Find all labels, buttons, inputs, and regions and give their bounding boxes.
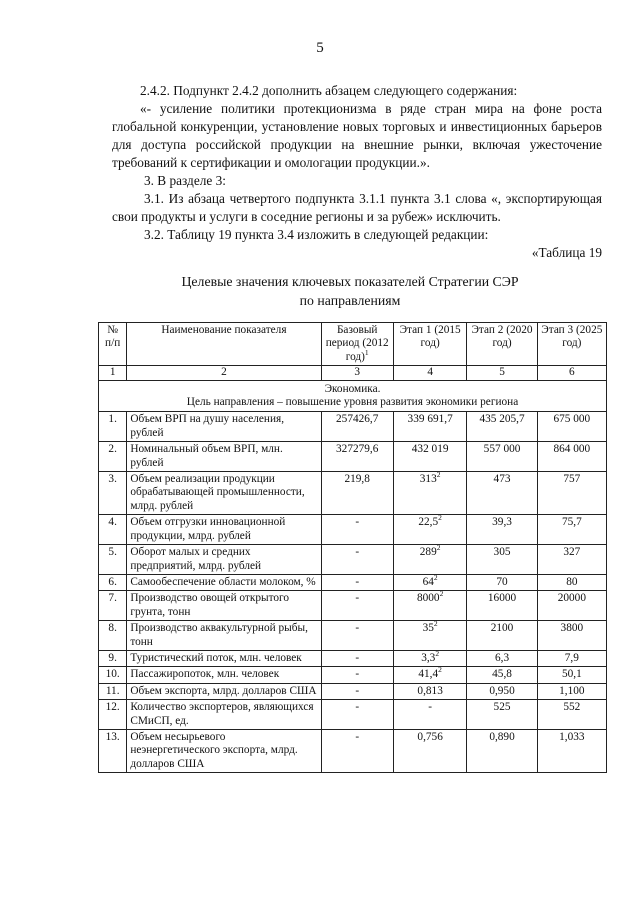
section-goal: Цель направления – повышение уровня развития экономики региона xyxy=(186,396,519,409)
row-stage-3-cell xyxy=(537,574,606,590)
row-name-cell xyxy=(127,442,321,472)
row-base-cell-text: - xyxy=(355,622,360,635)
row-stage-3-cell xyxy=(537,591,606,621)
row-name-cell xyxy=(127,591,321,621)
row-stage-2-cell xyxy=(467,650,537,666)
row-stage-3-cell-text: 7,9 xyxy=(564,651,579,664)
row-name-cell xyxy=(127,515,321,545)
row-stage-2-cell xyxy=(467,412,537,442)
row-number-cell-text: 1. xyxy=(108,413,117,426)
row-stage-2-cell xyxy=(467,700,537,730)
table-row xyxy=(99,650,607,666)
table-row xyxy=(99,515,607,545)
row-stage-3-cell-text: 75,7 xyxy=(561,516,582,529)
row-stage-1-cell xyxy=(393,574,466,590)
table-row xyxy=(99,574,607,590)
row-stage-3-cell-text: 552 xyxy=(563,701,581,714)
row-stage-2-cell-text: 2100 xyxy=(490,622,514,635)
table-row xyxy=(99,545,607,575)
row-name-cell-text: Производство овощей открытого грунта, тонн xyxy=(130,592,290,618)
row-stage-2-cell-text: 0,890 xyxy=(489,730,515,743)
row-stage-1-cell xyxy=(393,442,466,472)
row-stage-3-cell xyxy=(537,683,606,699)
row-number-cell-text: 9. xyxy=(108,651,117,664)
row-stage-2-cell-text: 473 xyxy=(493,473,511,486)
row-stage-3-cell xyxy=(537,621,606,651)
row-stage-2-cell xyxy=(467,472,537,515)
row-stage-2-cell-text: 557 000 xyxy=(483,443,521,456)
index-cell: 1 xyxy=(99,366,127,380)
row-stage-2-cell xyxy=(467,545,537,575)
index-cell: 5 xyxy=(467,366,537,380)
row-stage-2-cell xyxy=(467,683,537,699)
row-name-cell xyxy=(127,545,321,575)
row-stage-1-cell-text: 64 xyxy=(422,575,434,588)
row-name-cell xyxy=(127,574,321,590)
row-stage-1-cell xyxy=(393,700,466,730)
row-stage-1-cell-text: 0,756 xyxy=(417,730,443,743)
row-stage-1-cell-text: 22,5 xyxy=(418,516,439,529)
row-base-cell-text: - xyxy=(355,546,360,559)
row-name-cell-text: Количество экспортеров, являющихся СМиСП, ед. xyxy=(130,701,314,727)
row-number-cell xyxy=(99,412,127,442)
row-stage-2-cell-text: 305 xyxy=(493,546,511,559)
row-name-cell-text: Производство аквакультурной рыбы, тонн xyxy=(130,622,308,648)
row-stage-3-cell-text: 50,1 xyxy=(561,668,582,681)
paragraph-3-1: 3.1. Из абзаца четвертого подпункта 3.1.1 пункта 3.1 слова «, экспортирующая свои продукты и услуги в соседние регионы и за рубеж» исключить. xyxy=(112,191,602,224)
row-number-cell xyxy=(99,574,127,590)
footnote-marker: 2 xyxy=(435,649,440,659)
row-base-cell-text: 327279,6 xyxy=(336,443,379,456)
row-number-cell-text: 12. xyxy=(105,701,120,714)
row-stage-1-cell-text: 35 xyxy=(422,622,434,635)
row-base-cell-text: - xyxy=(355,592,360,605)
index-cell: 2 xyxy=(127,366,321,380)
row-stage-1-cell xyxy=(393,545,466,575)
row-stage-2-cell-text: 0,950 xyxy=(489,684,515,697)
header-name: Наименование показателя xyxy=(127,323,321,366)
table-row xyxy=(99,683,607,699)
row-number-cell-text: 3. xyxy=(108,473,117,486)
row-stage-1-cell-text: 432 019 xyxy=(411,443,449,456)
paragraph-3-2: 3.2. Таблицу 19 пункта 3.4 изложить в следующей редакции: xyxy=(144,227,489,242)
table-row xyxy=(99,700,607,730)
row-name-cell-text: Объем ВРП на душу населения, рублей xyxy=(130,413,285,439)
row-stage-1-cell xyxy=(393,472,466,515)
row-base-cell xyxy=(321,729,393,772)
index-cell: 4 xyxy=(393,366,466,380)
row-base-cell xyxy=(321,545,393,575)
table-row xyxy=(99,667,607,683)
paragraph-2-4-2: 2.4.2. Подпункт 2.4.2 дополнить абзацем следующего содержания: xyxy=(140,83,518,98)
row-name-cell xyxy=(127,621,321,651)
row-stage-1-cell xyxy=(393,729,466,772)
row-name-cell-text: Объем отгрузки инновационной продукции, млрд. рублей xyxy=(130,516,286,542)
header-base-footnote: 1 xyxy=(364,348,369,358)
row-number-cell-text: 2. xyxy=(108,443,117,456)
row-name-cell-text: Объем экспорта, млрд. долларов США xyxy=(130,684,317,697)
row-base-cell xyxy=(321,515,393,545)
row-number-cell-text: 6. xyxy=(108,575,117,588)
row-stage-1-cell-text: 8000 xyxy=(416,592,440,605)
row-name-cell-text: Номинальный объем ВРП, млн. рублей xyxy=(130,443,283,469)
row-stage-1-cell xyxy=(393,667,466,683)
row-stage-2-cell-text: 39,3 xyxy=(492,516,512,529)
row-base-cell-text: - xyxy=(355,684,360,697)
row-stage-1-cell xyxy=(393,650,466,666)
row-number-cell xyxy=(99,442,127,472)
row-stage-2-cell-text: 16000 xyxy=(487,592,517,605)
row-number-cell-text: 8. xyxy=(108,622,117,635)
row-number-cell xyxy=(99,729,127,772)
row-number-cell-text: 11. xyxy=(105,684,120,697)
footnote-marker: 2 xyxy=(439,589,444,599)
row-name-cell xyxy=(127,700,321,730)
row-base-cell xyxy=(321,650,393,666)
row-stage-3-cell-text: 757 xyxy=(563,473,581,486)
footnote-marker: 2 xyxy=(436,543,441,553)
row-stage-2-cell-text: 6,3 xyxy=(494,651,510,664)
row-name-cell xyxy=(127,472,321,515)
table-row xyxy=(99,412,607,442)
row-base-cell xyxy=(321,472,393,515)
row-stage-1-cell xyxy=(393,515,466,545)
row-stage-1-cell xyxy=(393,412,466,442)
row-base-cell-text: - xyxy=(355,701,360,714)
row-stage-2-cell xyxy=(467,729,537,772)
row-stage-3-cell xyxy=(537,515,606,545)
row-base-cell-text: - xyxy=(355,651,360,664)
row-stage-2-cell-text: 525 xyxy=(493,701,511,714)
row-name-cell-text: Пассажиропоток, млн. человек xyxy=(130,668,280,681)
footnote-marker: 2 xyxy=(438,665,442,675)
row-stage-3-cell-text: 1,033 xyxy=(559,730,585,743)
row-stage-2-cell xyxy=(467,667,537,683)
paragraph-quote: «- усиление политики протекционизма в ряде стран мира на фоне роста глобальной конкуренции, установление новых торговых и инвестиционных барьеров для доступа российской продукции на внешние рынки, включая ужесточение требований к сертификации и омологации продукции.». xyxy=(112,101,602,170)
row-name-cell xyxy=(127,650,321,666)
table-section-row xyxy=(99,380,607,412)
row-name-cell xyxy=(127,729,321,772)
row-stage-1-cell-text: 289 xyxy=(419,546,437,559)
row-base-cell xyxy=(321,591,393,621)
row-number-cell-text: 10. xyxy=(105,668,120,681)
row-stage-3-cell xyxy=(537,412,606,442)
row-name-cell-text: Туристический поток, млн. человек xyxy=(130,651,302,664)
header-base xyxy=(321,323,393,366)
row-stage-3-cell xyxy=(537,545,606,575)
indicators-table xyxy=(98,322,607,773)
header-stage-1: Этап 1 (2015 год) xyxy=(393,323,466,366)
section-heading-cell xyxy=(99,380,607,412)
row-name-cell-text: Объем несырьевого неэнергетического экспорта, млрд. долларов США xyxy=(130,730,298,770)
row-stage-1-cell-text: 313 xyxy=(419,473,437,486)
table-row xyxy=(99,729,607,772)
row-number-cell xyxy=(99,667,127,683)
row-stage-1-cell-text: 339 691,7 xyxy=(407,413,453,426)
row-stage-3-cell xyxy=(537,700,606,730)
row-stage-1-cell xyxy=(393,683,466,699)
table-header-row xyxy=(99,323,607,366)
row-name-cell-text: Объем реализации продукции обрабатывающей промышленности, млрд. рублей xyxy=(130,473,305,512)
row-number-cell-text: 5. xyxy=(108,546,117,559)
row-number-cell xyxy=(99,700,127,730)
row-base-cell-text: - xyxy=(355,730,360,743)
row-base-cell xyxy=(321,621,393,651)
footnote-marker: 2 xyxy=(433,573,438,583)
row-stage-2-cell xyxy=(467,574,537,590)
row-name-cell xyxy=(127,412,321,442)
row-name-cell xyxy=(127,683,321,699)
row-number-cell xyxy=(99,591,127,621)
row-stage-2-cell xyxy=(467,515,537,545)
table-row xyxy=(99,442,607,472)
row-stage-2-cell-text: 435 205,7 xyxy=(479,413,525,426)
row-number-cell xyxy=(99,621,127,651)
footnote-marker: 2 xyxy=(438,513,442,523)
row-stage-1-cell-text: 41,4 xyxy=(418,668,439,681)
index-cell: 6 xyxy=(537,366,606,380)
row-stage-3-cell-text: 80 xyxy=(566,575,578,588)
row-number-cell-text: 7. xyxy=(108,592,117,605)
row-base-cell xyxy=(321,574,393,590)
row-stage-2-cell xyxy=(467,591,537,621)
row-stage-3-cell xyxy=(537,667,606,683)
table-row xyxy=(99,591,607,621)
row-stage-3-cell xyxy=(537,472,606,515)
row-number-cell xyxy=(99,545,127,575)
row-name-cell-text: Самообеспечение области молоком, % xyxy=(130,575,316,588)
row-number-cell xyxy=(99,515,127,545)
table-title xyxy=(100,272,600,310)
header-base-text: Базовый период (2012 год) xyxy=(325,324,389,363)
paragraph-section-3: 3. В разделе 3: xyxy=(144,173,226,188)
table-row xyxy=(99,472,607,515)
table-index-row xyxy=(99,366,607,380)
row-stage-2-cell xyxy=(467,621,537,651)
row-number-cell-text: 13. xyxy=(105,730,120,743)
row-number-cell xyxy=(99,650,127,666)
row-stage-1-cell-text: 3,3 xyxy=(421,651,436,664)
row-name-cell xyxy=(127,667,321,683)
row-stage-2-cell-text: 45,8 xyxy=(492,668,512,681)
row-stage-3-cell-text: 3800 xyxy=(560,622,584,635)
header-stage-2: Этап 2 (2020 год) xyxy=(467,323,537,366)
row-stage-3-cell xyxy=(537,729,606,772)
row-stage-3-cell-text: 20000 xyxy=(557,592,586,605)
header-stage-3: Этап 3 (2025 год) xyxy=(537,323,606,366)
row-base-cell-text: - xyxy=(355,575,360,588)
row-stage-3-cell xyxy=(537,650,606,666)
row-number-cell-text: 4. xyxy=(108,516,117,529)
footnote-marker: 2 xyxy=(433,619,438,629)
row-number-cell xyxy=(99,472,127,515)
row-base-cell xyxy=(321,667,393,683)
row-base-cell-text: 257426,7 xyxy=(336,413,379,426)
row-base-cell-text: - xyxy=(355,668,360,681)
row-base-cell xyxy=(321,683,393,699)
row-stage-3-cell xyxy=(537,442,606,472)
row-stage-3-cell-text: 327 xyxy=(563,546,581,559)
row-name-cell-text: Оборот малых и средних предприятий, млрд. рублей xyxy=(130,546,262,572)
row-base-cell xyxy=(321,412,393,442)
index-cell: 3 xyxy=(321,366,393,380)
row-stage-1-cell xyxy=(393,621,466,651)
table-title-line-1: Целевые значения ключевых показателей Стратегии СЭР xyxy=(181,274,519,289)
table-row xyxy=(99,621,607,651)
row-base-cell-text: - xyxy=(355,516,360,529)
row-stage-2-cell xyxy=(467,442,537,472)
row-stage-3-cell-text: 1,100 xyxy=(559,684,585,697)
row-base-cell-text: 219,8 xyxy=(344,473,370,486)
body-text xyxy=(112,82,602,262)
row-stage-3-cell-text: 675 000 xyxy=(553,413,591,426)
header-num: № п/п xyxy=(99,323,127,366)
row-number-cell xyxy=(99,683,127,699)
table-title-line-2: по направлениям xyxy=(299,293,401,308)
section-title: Экономика. xyxy=(324,382,381,395)
table-caption: «Таблица 19 xyxy=(531,245,602,260)
row-stage-2-cell-text: 70 xyxy=(496,575,508,588)
row-stage-1-cell xyxy=(393,591,466,621)
row-stage-3-cell-text: 864 000 xyxy=(553,443,591,456)
row-base-cell xyxy=(321,442,393,472)
page-number: 5 xyxy=(316,40,324,56)
footnote-marker: 2 xyxy=(436,470,441,480)
row-base-cell xyxy=(321,700,393,730)
row-stage-1-cell-text: - xyxy=(428,701,433,714)
row-stage-1-cell-text: 0,813 xyxy=(417,684,443,697)
